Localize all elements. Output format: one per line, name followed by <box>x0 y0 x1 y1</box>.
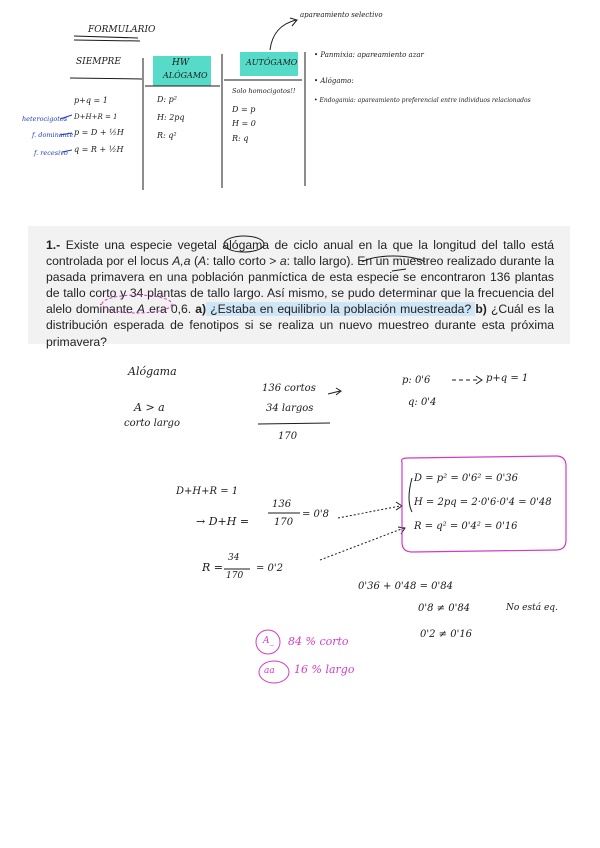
work-A-gt-a: A > a <box>134 401 165 414</box>
question-a: ¿Estaba en equilibrio la población muestreada? <box>206 302 476 317</box>
problem-text-a: Existe una especie vegetal alógama de ciclo anual en la que la longitud del tallo está controlada por el locus <box>46 238 554 269</box>
header-hw: HW <box>172 58 190 68</box>
p-plus-q: p+q = 1 <box>486 373 529 384</box>
d-plus-h-lhs: → D+H = <box>196 515 250 528</box>
allele-a-label: a <box>279 254 287 269</box>
bullet-endogamia-text: Endogamia: apareamiento preferencial entre individuos relacionados <box>319 97 531 104</box>
autogamo-line-1: D = p <box>232 105 256 114</box>
work-corto-largo: corto largo <box>124 418 180 429</box>
part-b-label: b) <box>475 302 487 317</box>
apareamiento-selectivo-note: apareamiento selectivo <box>300 11 383 19</box>
autogamo-line-3: R: q <box>232 134 249 143</box>
p-value: p: 0'6 <box>402 375 431 386</box>
problem-number: 1.- <box>46 238 61 252</box>
frac-34: 34 <box>228 553 240 563</box>
siempre-line-2: D+H+R = 1 <box>74 113 118 121</box>
sum-line: 0'36 + 0'48 = 0'84 <box>358 581 453 592</box>
bullet-panmixia-text: Panmixia: apareamiento azar <box>320 51 424 59</box>
count-largos: 34 largos <box>266 403 314 414</box>
hw-line-2: H: 2pq <box>157 113 185 122</box>
question-b: ¿Cuál es la distribución esperada de fenotipos si se realiza un nuevo muestreo durante esta próxima primavera? <box>46 302 555 349</box>
frac-170-b: 170 <box>226 571 244 581</box>
allele-A-label: A <box>198 254 207 269</box>
pheno-A-label: A_ <box>263 636 274 646</box>
problem-text-d: : tallo largo). En un muestreo realizado durante la pasada primavera en una población panmíctica de esta especie se encontraron 136 plantas de tallo corto y 34 plantas de tallo largo. Así mismo, se pudo determinar que la frecuencia del alelo dominante <box>46 254 554 317</box>
side-label-heterocigotos: heterocigotos <box>22 115 68 123</box>
bullet-endogamia: • Endogamia: apareamiento preferencial entre individuos relacionados <box>314 97 531 104</box>
hw-line-1: D: p² <box>157 95 177 104</box>
box-line-D: D = p² = 0'6² = 0'36 <box>414 473 518 484</box>
work-alogama: Alógama <box>128 365 177 378</box>
problem-text-e: era 0,6. <box>145 302 196 317</box>
part-a-label: a) <box>195 302 207 317</box>
side-label-recesivo: f. recesivo <box>34 149 68 157</box>
frac-136: 136 <box>272 499 292 510</box>
locus-label: A,a <box>172 254 191 269</box>
box-line-H: H = 2pq = 2·0'6·0'4 = 0'48 <box>414 497 552 508</box>
formulario-title: FORMULARIO <box>88 25 156 35</box>
compare-1: 0'8 ≠ 0'84 <box>418 603 471 614</box>
hw-line-3: R: q² <box>157 131 177 140</box>
siempre-line-3: p = D + ½H <box>74 128 124 137</box>
dhr-sum: D+H+R = 1 <box>176 486 239 497</box>
pheno-largo: 16 % largo <box>294 663 355 676</box>
r-lhs: R = <box>202 561 223 574</box>
autogamo-line-2: H = 0 <box>232 119 256 128</box>
compare-2: 0'2 ≠ 0'16 <box>420 629 473 640</box>
header-alogamo: ALÓGAMO <box>163 71 208 80</box>
header-siempre: SIEMPRE <box>76 57 121 67</box>
pheno-corto: 84 % corto <box>288 635 349 648</box>
problem-text-c: : tallo corto > <box>206 254 280 269</box>
header-autogamo: AUTÓGAMO <box>246 58 298 67</box>
bullet-panmixia: • Panmixia: apareamiento azar <box>314 51 424 59</box>
siempre-line-1: p+q = 1 <box>74 96 108 105</box>
d-plus-h-result: = 0'8 <box>302 509 330 520</box>
allele-A-label-2: A <box>136 302 146 317</box>
no-equilibrium-note: No está eq. <box>506 603 558 613</box>
box-line-R: R = q² = 0'4² = 0'16 <box>414 521 518 532</box>
solo-homocigotos-note: Solo homocigotos!! <box>232 87 296 95</box>
count-total: 170 <box>278 431 298 442</box>
frac-170-a: 170 <box>274 517 294 528</box>
count-cortos: 136 cortos <box>262 383 316 394</box>
side-label-dominante: f. dominante <box>32 131 74 139</box>
siempre-line-4: q = R + ½H <box>74 145 124 154</box>
problem-text-b: ( <box>190 254 199 269</box>
pheno-aa-label: aa <box>264 666 275 676</box>
r-result: = 0'2 <box>256 563 284 574</box>
bullet-alogamo-text: Alógamo: <box>320 77 354 85</box>
q-value: q: 0'4 <box>408 397 437 408</box>
bullet-alogamo: • Alógamo: <box>314 77 354 85</box>
